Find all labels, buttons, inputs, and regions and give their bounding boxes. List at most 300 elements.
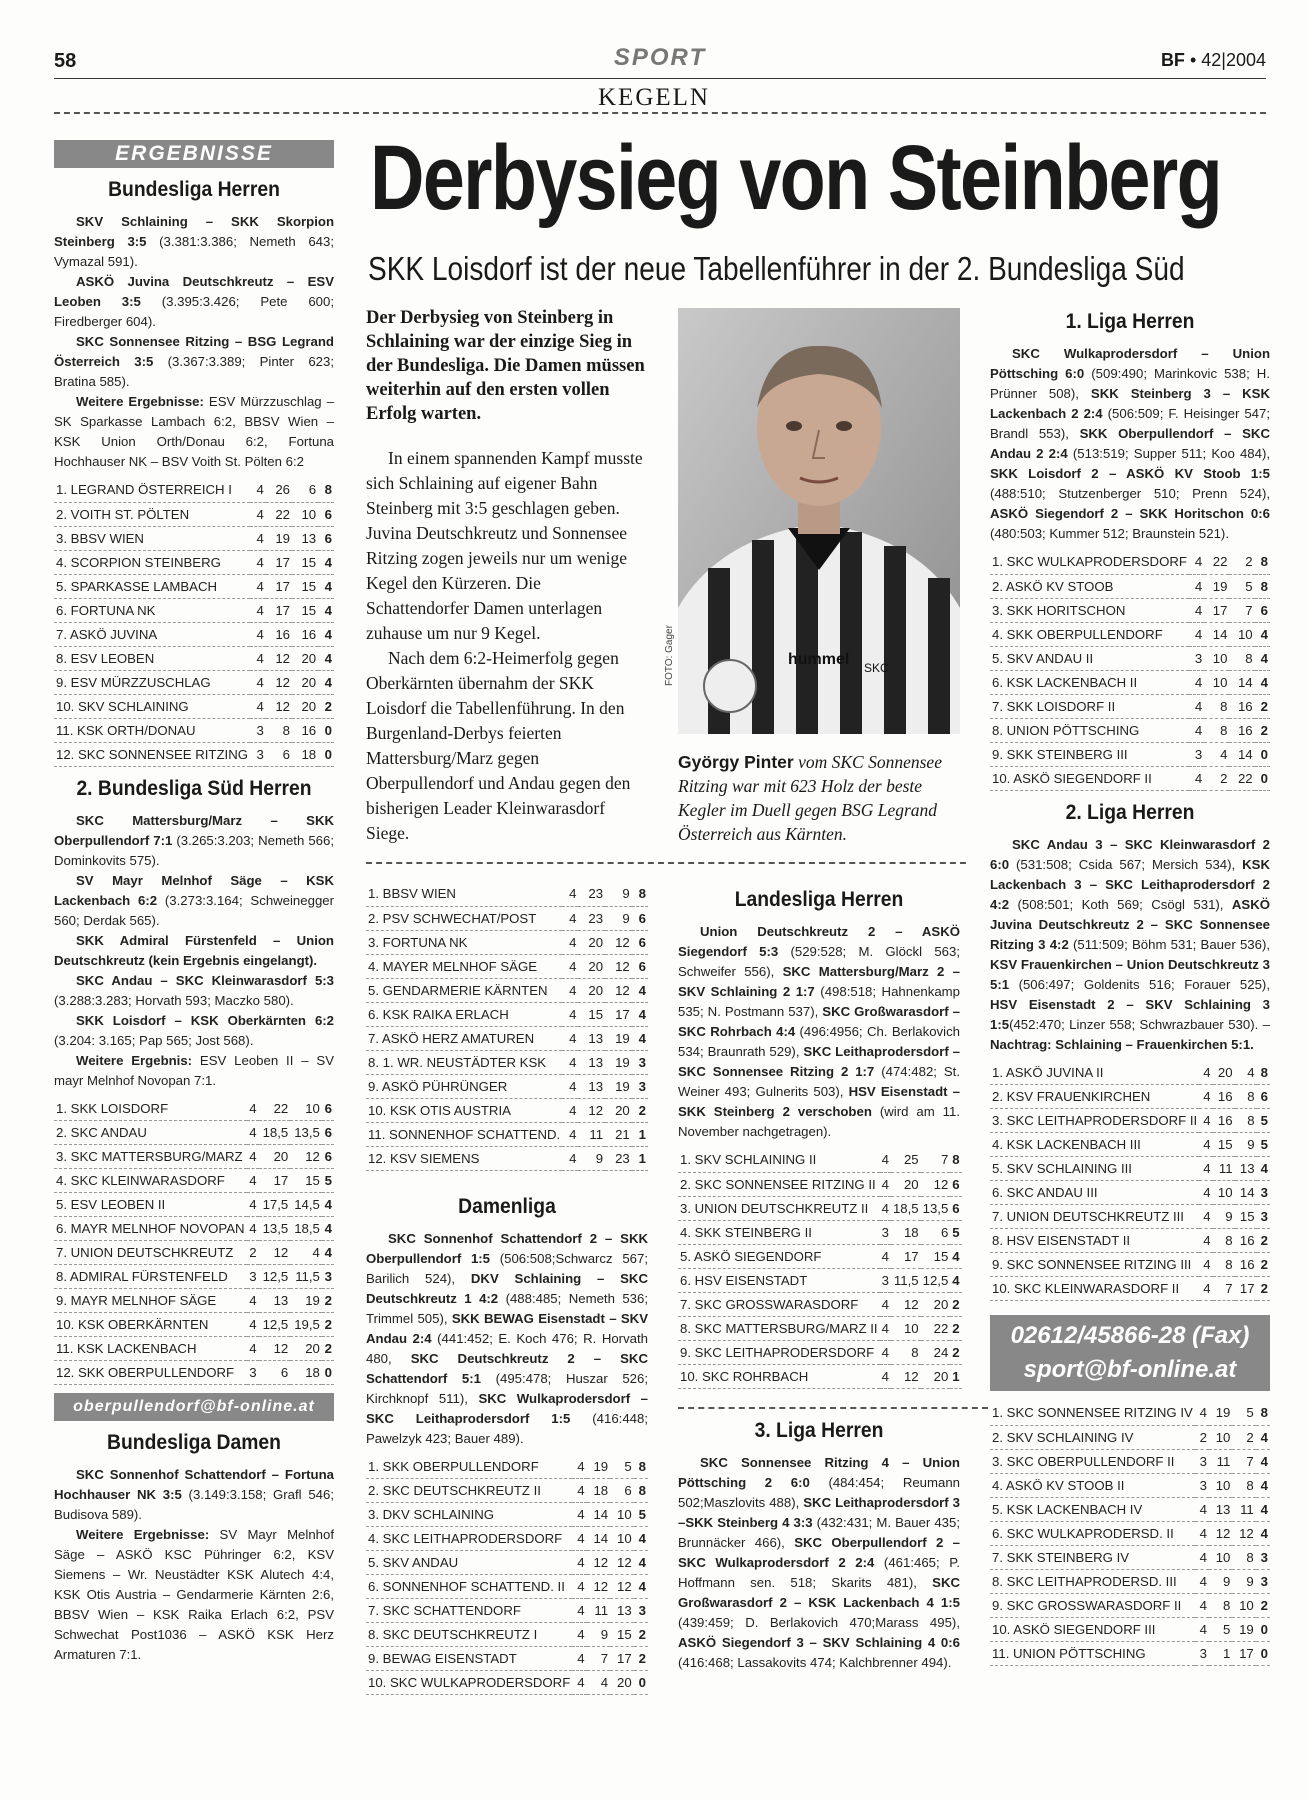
- table-row: [990, 1473, 1270, 1497]
- team-name: 6. SONNENHOF SCHATTEND. II: [366, 1575, 572, 1599]
- points: 4: [634, 1551, 648, 1575]
- stat-value: 14: [587, 1527, 611, 1551]
- heading-2-liga: 2. Liga Herren: [1065, 800, 1195, 824]
- photo-credit: FOTO: Gager: [664, 625, 675, 686]
- stat-value: 20: [292, 694, 318, 718]
- team-name: 2. KSV FRAUENKIRCHEN: [990, 1085, 1199, 1109]
- stat-value: 13: [578, 1026, 605, 1050]
- team-name: 4. SKK STEINBERG II: [678, 1220, 880, 1244]
- stat-value: 4: [250, 478, 266, 502]
- table-row: [366, 930, 648, 954]
- stat-value: 13: [610, 1599, 634, 1623]
- table-row: [990, 1085, 1270, 1109]
- stat-value: 4: [572, 1551, 586, 1575]
- stat-value: 6: [921, 1220, 951, 1244]
- email-link[interactable]: oberpullendorf@bf-online.at: [54, 1393, 334, 1421]
- stat-value: 20: [605, 1098, 632, 1122]
- team-name: 12. KSV SIEMENS: [366, 1146, 562, 1170]
- table-row: [366, 1503, 648, 1527]
- stat-value: 18,5: [290, 1217, 322, 1241]
- section-title: SPORT: [613, 44, 707, 71]
- table-row: [990, 598, 1270, 622]
- stat-value: 16: [292, 622, 318, 646]
- stat-value: 18,5: [891, 1196, 921, 1220]
- stat-value: 11,5: [891, 1268, 921, 1292]
- stat-value: 4: [1199, 1085, 1212, 1109]
- stat-value: 3: [247, 1361, 259, 1385]
- stat-value: 11: [1232, 1497, 1255, 1521]
- team-name: 6. KSK RAIKA ERLACH: [366, 1002, 562, 1026]
- points: 4: [318, 598, 334, 622]
- stat-value: 4: [880, 1316, 891, 1340]
- table-row: [990, 1109, 1270, 1133]
- stat-value: 3: [250, 742, 266, 766]
- stat-value: 4: [247, 1289, 259, 1313]
- stat-value: 17: [1204, 598, 1229, 622]
- landesliga-column: [678, 876, 960, 1673]
- stat-value: 9: [605, 906, 632, 930]
- stat-value: 4: [1204, 742, 1229, 766]
- table-row: [678, 1172, 962, 1196]
- team-name: 9. ESV MÜRZZUSCHLAG: [54, 670, 250, 694]
- points: 4: [318, 550, 334, 574]
- stat-value: 19: [1204, 574, 1229, 598]
- stat-value: 4: [562, 1146, 578, 1170]
- team-name: 3. SKC OBERPULLENDORF II: [990, 1449, 1195, 1473]
- team-name: 6. MAYR MELNHOF NOVOPAN: [54, 1217, 247, 1241]
- stat-value: 25: [891, 1148, 921, 1172]
- stat-value: 4: [572, 1527, 586, 1551]
- stat-value: 3: [1195, 1473, 1209, 1497]
- stat-value: 16: [1213, 1109, 1235, 1133]
- stat-value: 4: [572, 1623, 586, 1647]
- table-row: [54, 550, 334, 574]
- team-name: 2. ASKÖ KV STOOB: [990, 574, 1189, 598]
- stat-value: 4: [247, 1337, 259, 1361]
- table-row: [54, 1217, 334, 1241]
- table-row: [366, 1146, 648, 1170]
- stat-value: 7: [1229, 598, 1254, 622]
- points: 6: [322, 1145, 334, 1169]
- page-header: [54, 44, 1266, 80]
- stat-value: 18: [891, 1220, 921, 1244]
- points: 4: [1256, 1521, 1270, 1545]
- email-link[interactable]: sport@bf-online.at: [1023, 1356, 1237, 1383]
- stat-value: 7: [587, 1647, 611, 1671]
- stat-value: 14: [1235, 1181, 1257, 1205]
- stat-value: 13: [578, 1050, 605, 1074]
- stat-value: 4: [1195, 1593, 1209, 1617]
- team-name: 10. ASKÖ SIEGENDORF III: [990, 1617, 1195, 1641]
- points: 4: [1255, 646, 1270, 670]
- stat-value: 4: [1189, 622, 1204, 646]
- table-row: [678, 1220, 962, 1244]
- stat-value: 12: [610, 1575, 634, 1599]
- stat-value: 22: [259, 1097, 291, 1121]
- table-row: [990, 1449, 1270, 1473]
- stat-value: 13,5: [921, 1196, 951, 1220]
- team-name: 5. SKV ANDAU II: [990, 646, 1189, 670]
- stat-value: 22: [266, 502, 292, 526]
- team-name: 1. SKC SONNENSEE RITZING IV: [990, 1401, 1195, 1425]
- stat-value: 8: [1232, 1473, 1255, 1497]
- points: 4: [322, 1217, 334, 1241]
- results-3-liga: SKC Sonnensee Ritzing 4 – Union Pöttsching 2 6:0 (484:454; Reumann 502;Maszlovits 488), SKC Leithaprodersdorf 3 –SKK Steinberg 4 3:3 (432:431; M. Bauer 435; Brunnäcker 466), SKC Oberpullendorf 2 – SKC Wulkaprodersdorf 2 2:4 (461:465; P. Hoffmann sen. 518; Skarits 481), SKC Großwarasdorf 2 – KSK Lackenbach 4 1:5 (439:459; D. Berlakovich 470;Marass 495), ASKÖ Siegendorf 3 – SKV Schlaining 4 0:6 (416:468; Lassakovits 474; Kalchbrenner 494).: [678, 1454, 961, 1670]
- stat-value: 4: [587, 1671, 611, 1695]
- stat-value: 16: [1235, 1229, 1257, 1253]
- table-row: [54, 574, 334, 598]
- stat-value: 10: [1204, 670, 1229, 694]
- table-row: [990, 694, 1270, 718]
- stat-value: 15: [290, 1169, 322, 1193]
- stat-value: 4: [562, 978, 578, 1002]
- stat-value: 6: [610, 1479, 634, 1503]
- standings-table: [990, 550, 1270, 791]
- table-row: [678, 1292, 962, 1316]
- issue-label: BF • 42|2004: [1160, 50, 1266, 70]
- table-row: [990, 1229, 1270, 1253]
- stat-value: 4: [562, 1026, 578, 1050]
- points: 6: [322, 1097, 334, 1121]
- heading-bundesliga-herren: Bundesliga Herren: [108, 178, 280, 201]
- stat-value: 4: [1235, 1061, 1257, 1085]
- stat-value: 8: [1204, 718, 1229, 742]
- points: 6: [632, 906, 648, 930]
- stat-value: 19: [290, 1289, 322, 1313]
- stat-value: 17: [1232, 1641, 1255, 1665]
- team-name: 6. FORTUNA NK: [54, 598, 250, 622]
- points: 2: [1255, 718, 1270, 742]
- table-row: [54, 598, 334, 622]
- points: 4: [632, 1002, 648, 1026]
- table-row: [366, 906, 648, 930]
- stat-value: 12,5: [259, 1313, 291, 1337]
- stat-value: 20: [259, 1145, 291, 1169]
- stat-value: 4: [250, 550, 266, 574]
- stat-value: 4: [250, 526, 266, 550]
- stat-value: 4: [562, 1098, 578, 1122]
- stat-value: 13,5: [290, 1121, 322, 1145]
- table-row: [54, 1313, 334, 1337]
- points: 8: [632, 882, 648, 906]
- stat-value: 12: [891, 1292, 921, 1316]
- points: 3: [632, 1074, 648, 1098]
- section-divider: [678, 1407, 988, 1409]
- points: 4: [318, 670, 334, 694]
- stat-value: 8: [1229, 646, 1254, 670]
- table-row: [366, 954, 648, 978]
- heading-1-liga: 1. Liga Herren: [1065, 310, 1195, 333]
- stat-value: 20: [610, 1671, 634, 1695]
- results-damenliga: SKC Sonnenhof Schattendorf 2 – SKK Oberpullendorf 1:5 (506:508;Schwarcz 567; Barilich 524), DKV Schlaining – SKC Deutschkreutz 1 4:2 (488:485; Nemeth 536; Trimmel 505), SKK BEWAG Eisenstadt – SKV Andau 2:4 (441:452; E. Koch 476; R. Horvath 480, SKC Deutschkreutz 2 – SKC Schattendorf 5:1 (495:478; Huszar 526; Kirchknopf 511), SKC Wulkaprodersdorf – SKC Leithaprodersdorf 1:5 (416:448; Pawelzyk 423; Bauer 489).: [366, 1230, 649, 1446]
- stat-value: 8: [891, 1340, 921, 1364]
- points: 2: [1257, 1253, 1270, 1277]
- table-row: [366, 1551, 648, 1575]
- table-row: [54, 478, 334, 502]
- table-row: [990, 1401, 1270, 1425]
- stat-value: 5: [1229, 574, 1254, 598]
- stat-value: 15: [921, 1244, 951, 1268]
- stat-value: 4: [247, 1217, 259, 1241]
- table-row: [990, 622, 1270, 646]
- team-name: 2. SKC SONNENSEE RITZING II: [678, 1172, 880, 1196]
- stat-value: 4: [250, 574, 266, 598]
- heading-3-liga: 3. Liga Herren: [754, 1418, 884, 1442]
- stat-value: 11,5: [290, 1265, 322, 1289]
- table-row: [54, 1169, 334, 1193]
- points: 8: [950, 1148, 961, 1172]
- stat-value: 4: [1195, 1617, 1209, 1641]
- points: 3: [634, 1599, 648, 1623]
- stat-value: 3: [880, 1220, 891, 1244]
- table-row: [54, 718, 334, 742]
- stat-value: 12,5: [259, 1265, 291, 1289]
- stat-value: 16: [1213, 1085, 1235, 1109]
- stat-value: 2: [1195, 1425, 1209, 1449]
- points: 2: [1255, 694, 1270, 718]
- team-name: 9. SKC LEITHAPRODERSDORF: [678, 1340, 880, 1364]
- table-row: [366, 1623, 648, 1647]
- table-row: [678, 1268, 962, 1292]
- points: 3: [1257, 1181, 1270, 1205]
- team-name: 3. UNION DEUTSCHKREUTZ II: [678, 1196, 880, 1220]
- table-row: [990, 646, 1270, 670]
- team-name: 8. SKC DEUTSCHKREUTZ I: [366, 1623, 572, 1647]
- stat-value: 26: [266, 478, 292, 502]
- stat-value: 15: [610, 1623, 634, 1647]
- team-name: 3. SKC MATTERSBURG/MARZ: [54, 1145, 247, 1169]
- team-name: 7. SKK LOISDORF II: [990, 694, 1189, 718]
- team-name: 4. MAYER MELNHOF SÄGE: [366, 954, 562, 978]
- team-name: 8. ADMIRAL FÜRSTENFELD: [54, 1265, 247, 1289]
- team-name: 2. VOITH ST. PÖLTEN: [54, 502, 250, 526]
- results-bundesliga-damen: SKC Sonnenhof Schattendorf – Fortuna Hochhauser NK 3:5 (3.149:3.158; Grafl 546; Budisova 589). Weitere Ergebnisse: SV Mayr Melnhof Säge – ASKÖ KSC Pühringer 6:2, KSV Siemens – Wr. Neustädter KSK Alutech 4:4, KSK Otis Austria – Gendarmerie Kärnten 2:6, BBSV Wien – KSK Raika Erlach 6:2, PSV Schwechat Post1036 – ASKÖ KSK Herz Armaturen 7:1.: [54, 1467, 334, 1662]
- points: 3: [322, 1265, 334, 1289]
- stat-value: 4: [562, 954, 578, 978]
- stat-value: 9: [1232, 1569, 1255, 1593]
- stat-value: 4: [250, 502, 266, 526]
- stat-value: 4: [1199, 1181, 1212, 1205]
- stat-value: 6: [292, 478, 318, 502]
- stat-value: 12: [921, 1172, 951, 1196]
- article-headline: Derbysieg von Steinberg: [370, 127, 1222, 229]
- team-name: 1. SKK OBERPULLENDORF: [366, 1455, 572, 1479]
- stat-value: 10: [1209, 1545, 1232, 1569]
- stat-value: 10: [1229, 622, 1254, 646]
- stat-value: 4: [572, 1647, 586, 1671]
- table-row: [54, 1193, 334, 1217]
- stat-value: 23: [578, 882, 605, 906]
- table-row: [54, 1337, 334, 1361]
- points: 3: [1256, 1569, 1270, 1593]
- stat-value: 22: [1204, 550, 1229, 574]
- team-name: 4. SKK OBERPULLENDORF: [990, 622, 1189, 646]
- stat-value: 19,5: [290, 1313, 322, 1337]
- standings-table: [366, 1455, 648, 1696]
- stat-value: 10: [1209, 1425, 1232, 1449]
- team-name: 7. ASKÖ JUVINA: [54, 622, 250, 646]
- table-row: [990, 1545, 1270, 1569]
- team-name: 2. SKC DEUTSCHKREUTZ II: [366, 1479, 572, 1503]
- stat-value: 4: [1199, 1109, 1212, 1133]
- points: 4: [1256, 1497, 1270, 1521]
- results-2-bundesliga-sued: SKC Mattersburg/Marz – SKK Oberpullendorf 7:1 (3.265:3.203; Nemeth 566; Dominkovits 575). SV Mayr Melnhof Säge – KSK Lackenbach 6:2 (3.273:3.164; Schweinegger 560; Derdak 565). SKK Admiral Fürstenfeld – Union Deutschkreutz (kein Ergebnis eingelangt). SKC Andau – SKC Kleinwarasdorf 5:3 (3.288:3.283; Horvath 593; Maczko 580). SKK Loisdorf – KSK Oberkärnten 6:2 (3.204: 3.165; Pap 565; Jost 568). Weitere Ergebnis: ESV Leoben II – SV mayr Melnhof Novopan 7:1.: [54, 812, 335, 1088]
- team-name: 2. PSV SCHWECHAT/POST: [366, 906, 562, 930]
- player-photo: [678, 308, 960, 734]
- team-name: 6. KSK LACKENBACH II: [990, 670, 1189, 694]
- stat-value: 24: [921, 1340, 951, 1364]
- points: 5: [1257, 1133, 1270, 1157]
- stat-value: 20: [891, 1172, 921, 1196]
- stat-value: 17: [891, 1244, 921, 1268]
- stat-value: 15: [292, 550, 318, 574]
- stat-value: 19: [1232, 1617, 1255, 1641]
- stat-value: 12: [587, 1575, 611, 1599]
- table-row: [54, 1145, 334, 1169]
- stat-value: 14: [1229, 742, 1254, 766]
- points: 4: [318, 622, 334, 646]
- table-row: [678, 1364, 962, 1388]
- header-divider: [54, 112, 1266, 114]
- team-name: 8. SKC MATTERSBURG/MARZ II: [678, 1316, 880, 1340]
- stat-value: 4: [562, 1002, 578, 1026]
- stat-value: 12: [1209, 1521, 1232, 1545]
- table-row: [990, 1133, 1270, 1157]
- stat-value: 4: [562, 906, 578, 930]
- stat-value: 8: [1204, 694, 1229, 718]
- points: 2: [318, 694, 334, 718]
- team-name: 9. ASKÖ PÜHRÜNGER: [366, 1074, 562, 1098]
- points: 0: [1256, 1641, 1270, 1665]
- table-row: [366, 1074, 648, 1098]
- points: 4: [1255, 622, 1270, 646]
- points: 8: [634, 1455, 648, 1479]
- stat-value: 4: [562, 1050, 578, 1074]
- stat-value: 4: [562, 882, 578, 906]
- table-row: [990, 550, 1270, 574]
- stat-value: 12: [259, 1337, 291, 1361]
- table-row: [54, 1361, 334, 1385]
- points: 8: [1255, 574, 1270, 598]
- team-name: 8. UNION PÖTTSCHING: [990, 718, 1189, 742]
- table-row: [54, 646, 334, 670]
- table-row: [54, 742, 334, 766]
- article-divider: [366, 862, 966, 864]
- stat-value: 14: [587, 1503, 611, 1527]
- team-name: 6. SKC ANDAU III: [990, 1181, 1199, 1205]
- stat-value: 4: [1189, 550, 1204, 574]
- stat-value: 19: [587, 1455, 611, 1479]
- stat-value: 5: [610, 1455, 634, 1479]
- points: 0: [1255, 766, 1270, 790]
- stat-value: 23: [578, 906, 605, 930]
- points: 2: [950, 1316, 961, 1340]
- table-row: [366, 1050, 648, 1074]
- standings-table: [990, 1061, 1270, 1302]
- table-row: [990, 718, 1270, 742]
- points: 6: [950, 1172, 961, 1196]
- stat-value: 4: [247, 1313, 259, 1337]
- standings-table: [990, 1401, 1270, 1666]
- team-name: 1. LEGRAND ÖSTERREICH I: [54, 478, 250, 502]
- stat-value: 9: [605, 882, 632, 906]
- points: 5: [950, 1220, 961, 1244]
- stat-value: 8: [1209, 1593, 1232, 1617]
- stat-value: 16: [266, 622, 292, 646]
- stat-value: 7: [921, 1148, 951, 1172]
- stat-value: 13: [259, 1289, 291, 1313]
- table-row: [990, 1205, 1270, 1229]
- stat-value: 20: [578, 954, 605, 978]
- points: 3: [1257, 1205, 1270, 1229]
- team-name: 7. SKK STEINBERG IV: [990, 1545, 1195, 1569]
- table-row: [366, 1122, 648, 1146]
- stat-value: 4: [247, 1145, 259, 1169]
- table-row: [990, 766, 1270, 790]
- table-row: [990, 1569, 1270, 1593]
- points: 6: [1257, 1085, 1270, 1109]
- page-number: 58: [54, 50, 77, 72]
- team-name: 7. UNION DEUTSCHKREUTZ III: [990, 1205, 1199, 1229]
- team-name: 5. SPARKASSE LAMBACH: [54, 574, 250, 598]
- stat-value: 4: [1199, 1277, 1212, 1301]
- points: 5: [1257, 1109, 1270, 1133]
- team-name: 4. ASKÖ KV STOOB II: [990, 1473, 1195, 1497]
- points: 6: [632, 954, 648, 978]
- stat-value: 13,5: [259, 1217, 291, 1241]
- stat-value: 4: [1189, 694, 1204, 718]
- results-2-liga: SKC Andau 3 – SKC Kleinwarasdorf 2 6:0 (531:508; Csida 567; Mersich 534), KSK Lackenbach 3 – SKC Leithaprodersdorf 2 4:2 (508:501; Koth 569; Csögl 531), ASKÖ Juvina Deutschkreutz 2 – SKC Sonnensee Ritzing 3 4:2 (511:509; Böhm 531; Bauer 536), KSV Frauenkirchen – Union Deutschkreutz 3 5:1 (506:497; Goldenits 516; Forauer 525), HSV Eisenstadt 2 – SKV Schlaining 3 1:5(452:470; Linzer 558; Schwrazbauer 530). – Nachtrag: Schlaining – Frauenkirchen 5:1.: [990, 836, 1271, 1052]
- stat-value: 20: [292, 646, 318, 670]
- points: 4: [1256, 1425, 1270, 1449]
- table-row: [54, 502, 334, 526]
- team-name: 5. GENDARMERIE KÄRNTEN: [366, 978, 562, 1002]
- stat-value: 6: [259, 1361, 291, 1385]
- stat-value: 14: [1229, 670, 1254, 694]
- article-subheadline: SKK Loisdorf ist der neue Tabellenführer in der 2. Bundesliga Süd: [368, 250, 1185, 287]
- points: 0: [318, 718, 334, 742]
- stat-value: 4: [1199, 1061, 1212, 1085]
- stat-value: 12: [1232, 1521, 1255, 1545]
- table-row: [990, 1181, 1270, 1205]
- stat-value: 4: [250, 694, 266, 718]
- points: 1: [632, 1122, 648, 1146]
- team-name: 1. BBSV WIEN: [366, 882, 562, 906]
- stat-value: 2: [1204, 766, 1229, 790]
- table-row: [54, 694, 334, 718]
- heading-2-bundesliga-sued: 2. Bundesliga Süd Herren: [76, 776, 312, 800]
- table-row: [678, 1148, 962, 1172]
- stat-value: 3: [1189, 742, 1204, 766]
- table-row: [990, 1425, 1270, 1449]
- team-name: 9. SKC GROSSWARASDORF II: [990, 1593, 1195, 1617]
- team-name: 10. SKC WULKAPRODERSDORF: [366, 1671, 572, 1695]
- stat-value: 4: [250, 622, 266, 646]
- article-lead: Der Derbysieg von Steinberg in Schlaining war der einzige Sieg in der Bundesliga. Die Damen müssen weiterhin auf den ersten vollen Erfolg warten.: [366, 308, 645, 424]
- table-row: [990, 1497, 1270, 1521]
- team-name: 3. SKC LEITHAPRODERSDORF II: [990, 1109, 1199, 1133]
- stat-value: 4: [572, 1503, 586, 1527]
- stat-value: 4: [250, 646, 266, 670]
- stat-value: 18: [292, 742, 318, 766]
- team-name: 11. KSK LACKENBACH: [54, 1337, 247, 1361]
- stat-value: 15: [1235, 1205, 1257, 1229]
- stat-value: 10: [1204, 646, 1229, 670]
- stat-value: 12: [587, 1551, 611, 1575]
- stat-value: 4: [880, 1364, 891, 1388]
- table-row: [366, 1575, 648, 1599]
- stat-value: 12: [290, 1145, 322, 1169]
